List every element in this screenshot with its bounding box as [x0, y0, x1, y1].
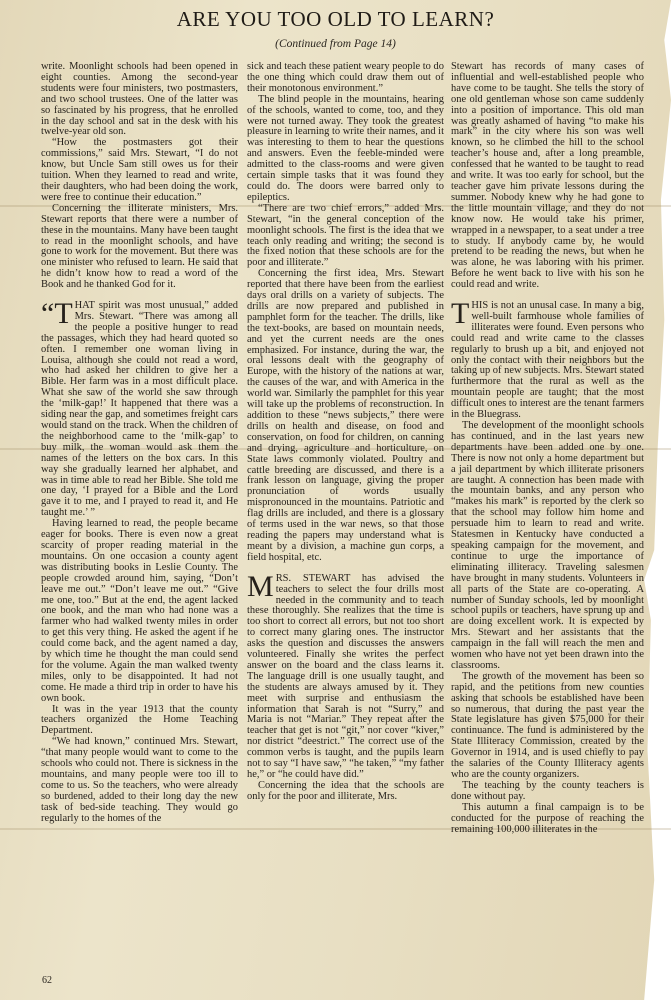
paragraph: sick and teach these patient weary people to do the one thing which could draw them out of their monotonous environment.” — [247, 61, 444, 94]
paragraph: Concerning the illiterate ministers, Mrs. Stewart reports that there were a number of these in the mountains. Many have been taught to read in the moonlight schools, and have gone to work for the movement. But there was one minister who refused to learn. He said that he didn’t know how to read a word of the Book and he thanked God for it. — [41, 202, 238, 291]
page-number: 62 — [42, 975, 52, 986]
paragraph: write. Moonlight schools had been opened in eight counties. Among the second-year students were four ministers, two postmasters, and two school trustees. One of the latter was so fascinated by his progress, that he enrolled in the day school and sat in the desk with his twelve-year old son. — [41, 61, 238, 138]
paragraph: The development of the moonlight schools has continued, and in the last years new departments have been added one by one. There is now not only a home department but a jail department by which illiterate prisoners are taught. A connection has been made with the mountain banks, and any person who “makes his mark” is reported by the clerk so that the school may follow him home and persuade him to learn to read and write. Statesmen in Kentucky have conducted a speaking campaign for the movement, and continue to urge the importance of eliminating illiteracy. Traveling salesmen have brought in many students. Volunteers in all parts of the State are co-operating. A number of Sunday schools, led by moonlight school pupils or teachers, have sprung up and are doing excellent work. It is expected by Mrs. Stewart and her assistants that the campaign in the fall will reach the men and women who have not yet been drawn into the classrooms. — [451, 420, 644, 671]
paragraph: Concerning the idea that the schools are only for the poor and illiterate, Mrs. — [247, 779, 444, 802]
paragraph: The blind people in the mountains, hearing of the schools, wanted to come, too, and they were not turned away. They took the greatest pleasure in learning to write their names, and it was interesting to them to hear the questions and answers. Even the feeble-minded were admitted to the class-rooms and were given certain simple tasks that it was found they could do. The doors were barred only to epileptics. — [247, 93, 444, 203]
paragraph-text: HAT spirit was most unusual,” added Mrs. Stewart. “There was among all the people a positive hunger to read the passages, which they had heard quoted so often. I remember one woman living in Louisa, although she could not read a word, who had asked her children to give her a Bible. Her farm was in a most difficult place. What she saw of the world she saw through the ‘milk-gap!’ It happened that there was a siding near the gap, and sometimes freight cars would stand on the track. When the children of the neighborhood came to the ‘milk-gap’ to buy milk, the woman would ask them the names of the letters on the box cars. In this way she gradually learned her alphabet, and was in time able to read her Bible. She told me one day, ‘I prayed for a Bible and the Lord gave it to me, and I prayed to read it, and He taught me.’ ” — [41, 300, 238, 519]
drop-cap: “T — [41, 297, 73, 331]
paragraph-text: RS. STEWART has advised the teachers to select the four drills most needed in the community and to teach these thoroughly. She realizes that the time is too short to correct all errors, but not too short to correct many glaring ones. The instructor asks the question and discusses the answers volunteered. Finally she writes the perfect answer on the board and the class learns it. The language drill is one usually taught, and the students are always amused by it. They meet with surprise and enthusiasm the information that Sarah is not “Surry,” and Maria is not “Mariar.” They repeat after the teacher that get is not “git,” nor cover “kiver,” nor district “deestrict.” The correct use of the common verbs is taught, and the pupils learn not to say “I have saw,” “he taken,” “my father he,” or “he could have did.” — [247, 572, 444, 780]
paragraph: Concerning the first idea, Mrs. Stewart reported that there have been from the earliest days oral drills on a variety of subjects. The drills are now prepared and published in pamphlet form for the teacher. The drills, like the text-books, are based on mountain needs, and yet the current needs are the ones emphasized. For instance, during the war, the oral lessons dealt with the geography of Europe, with the history of the nations at war, the causes of the war, and with America in the world war. Similarly the pamphlet for this year will take up the problems of reconstruction. In addition to these “news subjects,” there were drills on health and disease, on food and conservation, on food for children, on canning and drying, agriculture and horticulture, on State laws commonly violated. Poultry and cattle breeding are discussed, and there is a frank lesson on language, giving the proper pronunciation of words usually mispronounced in the mountains. Patriotic and flag drills are included, and there is a glossary of terms used in the war news, so that those reading the papers may understand what is meant by a division, a machine gun corps, a field hospital, etc. — [247, 268, 444, 563]
paragraph: Having learned to read, the people became eager for books. There is even now a great scarcity of proper reading material in the mountains. On one occasion a county agent was distributing books in Leslie County. The people crowded around him, saying, “Don’t leave me out.” “Don’t leave me out.” “Give me one, too.” But at the end, the agent lacked one book, and the man who had none was a farmer who had walked twenty miles in order to get this very thing. He asked the agent if he could come back, and the agent named a day, by which time he thought the man could send for the volume. Again the man walked twenty miles, only to be disappointed. It had not come. He made a third trip in order to have his own book. — [41, 518, 238, 704]
paragraph: “We had known,” continued Mrs. Stewart, “that many people would want to come to the schools who could not. There is sickness in the mountains, and many people were too ill to come to us. So the teachers, who were already so burdened, added to their long day the new task of bed-side teaching. They would go regularly to the homes of the — [41, 736, 238, 824]
column-1 — [41, 62, 238, 825]
paragraph-dropcap — [247, 569, 444, 781]
paragraph: It was in the year 1913 that the county teachers organized the Home Teaching Department. — [41, 703, 238, 737]
drop-cap: T — [451, 297, 470, 331]
article-title: ARE YOU TOO OLD TO LEARN? — [176, 7, 495, 31]
paragraph: Stewart has records of many cases of influential and well-established people who have come to be taught. She tells the story of one old gentleman whose son came suddenly into a position of importance. This old man was greatly ashamed of having “to make his mark” in the city where his son was well known, so he climbed the hill to the school teacher’s house and, after a long preamble, confessed that he wanted to be taught to read and write. It was too early for school, but the teacher gave him private lessons during the summer. Nobody knew why he had gone to the little mountain village, and they do not know now. He would take his primer, wrapped in a newspaper, to a seat under a tree to study. If anybody came by, he would pretend to be reading the news, but when he was alone, he was laboring with his primer. Before he went back to live with his son he could read and write. — [451, 61, 644, 291]
paragraph: “How the postmasters got their commissions,” said Mrs. Stewart, “I do not know, but Uncle Sam still owes us for their tuition. When they learned to read and write, their daughters, who had been doing the work, were free to continue their education.” — [41, 137, 238, 203]
paragraph-dropcap — [451, 297, 644, 421]
drop-cap: M — [247, 569, 274, 603]
paragraph: “There are two chief errors,” added Mrs. Stewart, “in the general conception of the moonlight schools. The first is the idea that we teach only reading and writing; the second is the fixed notion that these schools are for the poor and illiterate.” — [247, 202, 444, 269]
paragraph-dropcap — [41, 297, 238, 519]
paragraph-text: HIS is not an unusal case. In many a big, well-built farmhouse whole families of illiterates were found. Even persons who could read and write came to the classes regularly to brush up a bit, and enjoyed not only the contact with their neighbors but the taking up of new subjects. Mrs. Stewart stated furthermore that the rural as well as the mountain people are taught; that the most difficult ones to interest are the tenant farmers in the Bluegrass. — [451, 300, 644, 421]
paragraph: The growth of the movement has been so rapid, and the petitions from new counties asking that schools be established have been so numerous, that during the past year the State legislature has given $75,000 for their continuance. The fund is administered by the State Illiteracy Commission, created by the Governor in 1914, and is used chiefly to pay the salaries of the County Illiteracy agents who are the county organizers. — [451, 670, 644, 780]
paragraph: The teaching by the county teachers is done without pay. — [451, 779, 644, 802]
paragraph: This autumn a final campaign is to be conducted for the purpose of reaching the remaining 100,000 illiterates in the — [451, 801, 644, 835]
column-2 — [247, 62, 444, 803]
continued-note: (Continued from Page 14) — [275, 38, 396, 50]
column-3 — [451, 62, 644, 835]
